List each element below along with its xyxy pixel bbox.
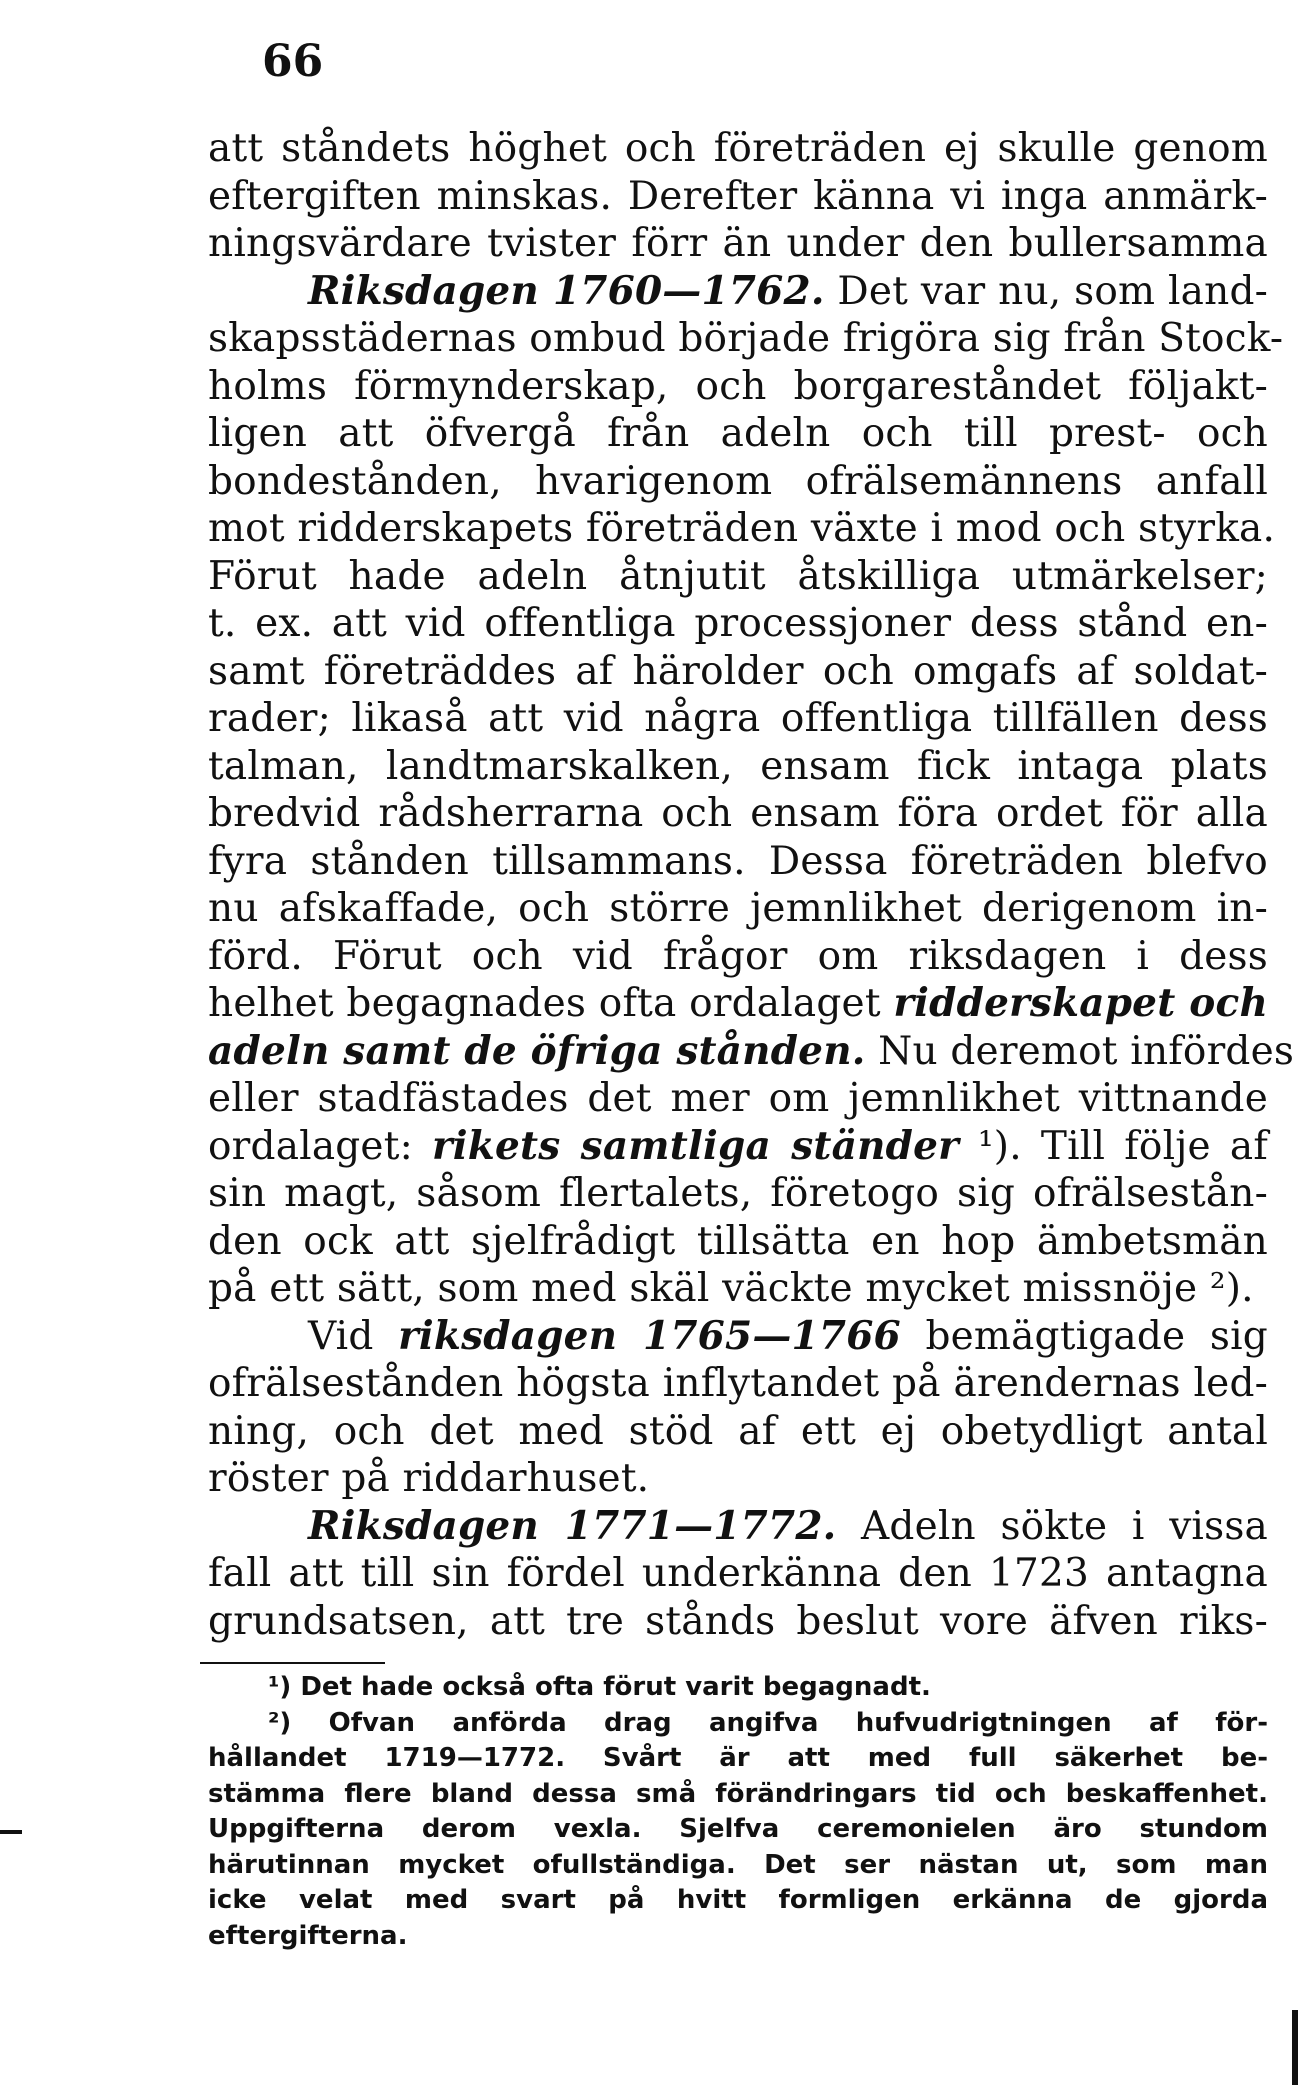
italic-text: adeln samt de öfriga stånden. — [208, 1027, 866, 1074]
body-text — [208, 125, 1295, 1645]
text-line — [208, 1075, 1268, 1123]
text-line — [208, 363, 1268, 411]
text-line — [208, 838, 1268, 886]
italic-text: Riksdagen 1771—1772. — [308, 1502, 837, 1549]
text-line — [208, 410, 1268, 458]
text-line — [208, 1360, 1268, 1408]
footnote-line: härutinnan mycket ofullständiga. Det ser nästan ut, som man — [208, 1849, 1268, 1880]
text-line — [208, 268, 1268, 316]
text-line — [208, 1170, 1268, 1218]
line-text: förd. Förut och vid frågor om riksdagen i dess — [208, 933, 1268, 979]
line-text: rader; likaså att vid några offentliga tillfällen dess — [208, 696, 1268, 741]
line-text: bondestånden, hvarigenom ofrälsemännens anfall — [208, 458, 1268, 504]
page-number: 66 — [262, 36, 324, 87]
text-line — [208, 933, 1268, 981]
line-text: eftergiften minskas. Derefter känna vi inga anmärk- — [208, 173, 1268, 219]
footnote-line: Uppgifterna derom vexla. Sjelfva ceremonielen äro stundom — [208, 1814, 1268, 1844]
line-text: fyra stånden tillsammans. Dessa företräden blefvo — [208, 838, 1268, 884]
text-line — [208, 648, 1268, 696]
footnote-line: icke velat med svart på hvitt formligen erkänna de gjorda — [208, 1885, 1268, 1915]
footnote-line: ¹) Det hade också ofta förut varit begagnadt. — [268, 1672, 931, 1702]
footnote-line: hållandet 1719—1772. Svårt är att med full säkerhet be- — [208, 1743, 1268, 1773]
line-text: t. ex. att vid offentliga processjoner dess stånd en- — [208, 601, 1268, 646]
text-line — [208, 1455, 1268, 1503]
text-line — [208, 1123, 1268, 1171]
line-text: att ståndets höghet och företräden ej skulle genom — [208, 126, 1268, 171]
text-line — [208, 1027, 1295, 1076]
text-line — [208, 743, 1268, 791]
line-text: fall att till sin fördel underkänna den 1723 antagna — [208, 1551, 1268, 1596]
text-line — [208, 553, 1268, 601]
line-text: ¹). Till följe af — [958, 1123, 1268, 1169]
line-text: skapsstädernas ombud började frigöra sig från Stock- — [208, 316, 1284, 361]
line-text: mot ridderskapets företräden växte i mod och styrka. — [208, 506, 1276, 551]
line-text: Det var nu, som land- — [824, 268, 1268, 314]
text-line — [208, 1550, 1268, 1598]
line-text: Förut hade adeln åtnjutit åtskilliga utmärkelser; — [208, 553, 1268, 599]
text-line — [208, 125, 1268, 173]
text-line — [208, 505, 1276, 553]
line-text: grundsatsen, att tre stånds beslut vore äfven riks- — [208, 1598, 1268, 1644]
text-line — [208, 220, 1268, 268]
italic-text: riksdagen 1765—1766 — [398, 1312, 901, 1359]
line-text: holms förmynderskap, och borgareståndet följakt- — [208, 363, 1268, 409]
text-line — [208, 458, 1268, 506]
footnote-rule — [200, 1662, 385, 1664]
line-text: ordalaget: — [208, 1123, 433, 1169]
text-line — [208, 600, 1268, 648]
text-line — [208, 315, 1284, 363]
italic-text: Riksdagen 1760—1762. — [308, 267, 825, 314]
line-text: ligen att öfvergå från adeln och till prest- och — [208, 411, 1268, 456]
footnote-line: stämma flere bland dessa små förändringars tid och beskaffenhet. — [208, 1778, 1268, 1809]
line-text: ning, och det med stöd af ett ej obetydligt antal — [208, 1408, 1268, 1454]
text-line — [208, 173, 1268, 221]
text-line — [208, 885, 1268, 933]
line-text: nu afskaffade, och större jemnlikhet derigenom in- — [208, 886, 1268, 931]
line-text: på ett sätt, som med skäl väckte mycket missnöje ²). — [208, 1266, 1254, 1311]
line-text: Adeln sökte i vissa — [836, 1503, 1268, 1549]
line-text: bredvid rådsherrarna och ensam föra ordet för alla — [208, 791, 1268, 836]
line-text: bemägtigade sig — [900, 1313, 1268, 1359]
text-line — [208, 1313, 1268, 1361]
italic-text: ridderskapet och — [893, 980, 1269, 1026]
line-text: Vid — [308, 1313, 399, 1359]
scan-mark-left — [0, 1830, 22, 1834]
footnote-line: eftergifterna. — [208, 1920, 408, 1951]
text-line — [208, 1265, 1268, 1313]
text-line — [208, 790, 1268, 838]
italic-text: rikets samtliga ständer — [432, 1122, 959, 1169]
text-line — [208, 695, 1268, 743]
text-line — [208, 1598, 1268, 1646]
footnotes — [208, 1670, 1268, 1954]
text-line — [208, 980, 1268, 1028]
line-text: Nu deremot infördes — [865, 1028, 1295, 1074]
line-text: ningsvärdare tvister förr än under den bullersamma — [208, 221, 1268, 266]
text-line — [208, 1503, 1268, 1551]
line-text: samt företräddes af härolder och omgafs af soldat- — [208, 648, 1268, 694]
scan-mark-right — [1292, 2010, 1298, 2085]
text-line — [208, 1218, 1268, 1266]
line-text: helhet begagnades ofta ordalaget — [208, 981, 894, 1026]
line-text: röster på riddarhuset. — [208, 1456, 650, 1501]
line-text: ofrälsestånden högsta inflytandet på ärendernas led- — [208, 1361, 1268, 1406]
line-text: sin magt, såsom flertalets, företogo sig ofrälsestån- — [208, 1171, 1268, 1216]
text-line — [208, 1408, 1268, 1456]
line-text: den ock att sjelfrådigt tillsätta en hop ämbetsmän — [208, 1218, 1268, 1264]
footnote-line: ²) Ofvan anförda drag angifva hufvudrigtningen af för- — [268, 1707, 1268, 1738]
line-text: talman, landtmarskalken, ensam fick intaga plats — [208, 743, 1268, 789]
line-text: eller stadfästades det mer om jemnlikhet vittnande — [208, 1076, 1268, 1121]
